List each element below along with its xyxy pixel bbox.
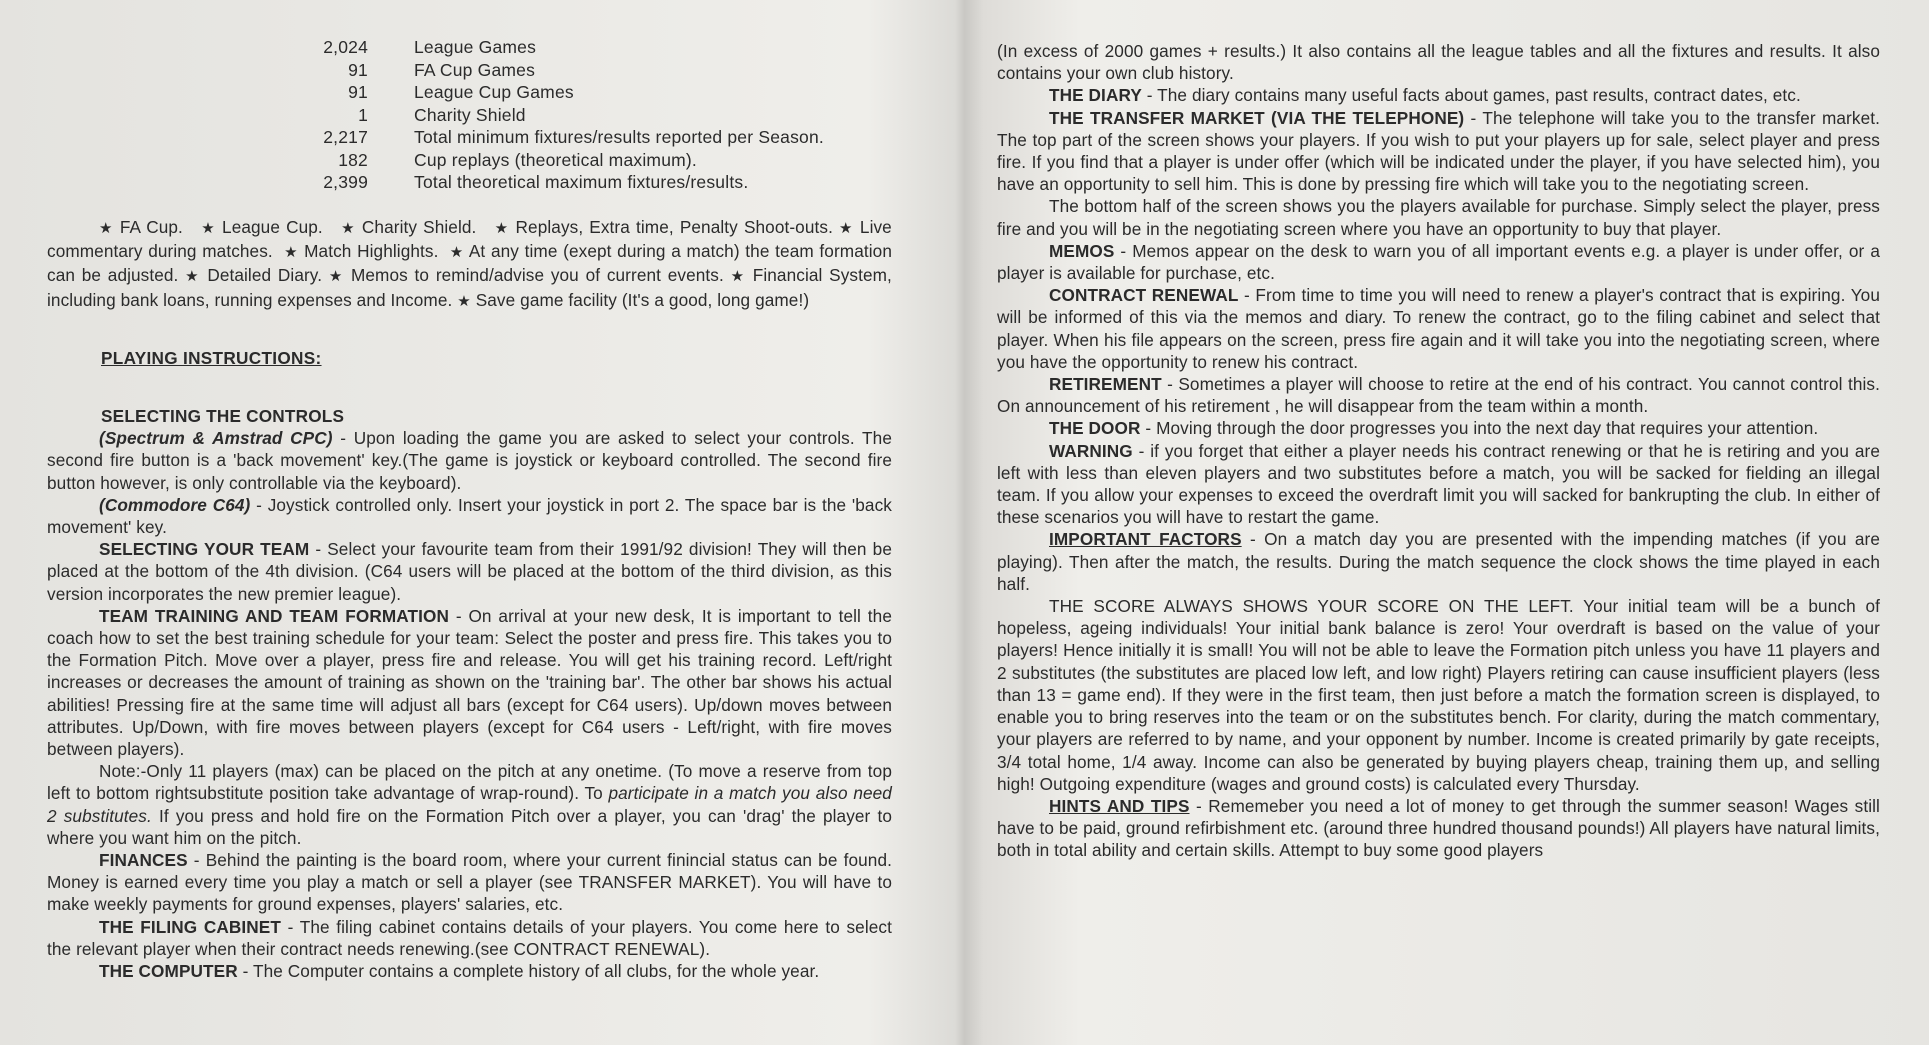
feature-item: League Cup.	[222, 217, 323, 237]
stat-label: FA Cup Games	[414, 59, 536, 80]
hints-text: - Rememeber you need a lot of money to get through the summer season! Wages still have to be paid, ground refirbishment etc. (around three hundred thousand pounds!) All players have natural limits, both in total ability and certain skills. Attempt to buy some good players	[997, 795, 1880, 861]
star-icon: ★	[201, 220, 216, 237]
filing-label: THE FILING CABINET	[99, 916, 281, 937]
stat-number: 2,217	[323, 127, 368, 147]
stat-label: Total minimum fixtures/results reported per Season.	[414, 127, 824, 147]
memos-label: MEMOS	[1049, 240, 1115, 261]
diary-paragraph	[997, 84, 1880, 106]
star-icon: ★	[185, 268, 201, 286]
feature-item: Detailed Diary.	[207, 265, 323, 286]
warning-text: - if you forget that either a player needs his contract renewing or that he is retiring and you are left with less than eleven players and two substitutes before a match, you will be sacked for fielding an illegal team. If you allow your expenses to exceed the overdraft limit you will sacked for bankrupting the club. In either of these scenarios you will have to restart the game.	[997, 440, 1880, 528]
stat-label: League Cup Games	[414, 82, 574, 102]
finances-label: FINANCES	[99, 850, 188, 871]
star-icon: ★	[839, 220, 854, 237]
hints-label: HINTS AND TIPS	[1049, 795, 1190, 816]
door-paragraph	[997, 417, 1880, 439]
spectrum-paragraph	[47, 427, 892, 494]
note-text-1: Note:-Only 11 players (max) can be placed on the pitch at any onetime. (To move a reserve from top left to bottom rightsubstitute position take advantage of wrap-round). To	[47, 761, 892, 804]
filing-paragraph	[47, 916, 892, 960]
warning-paragraph	[997, 440, 1880, 529]
computer-continued: (In excess of 2000 games + results.) It also contains all the league tables and all the fixtures and results. It also contains your own club history.	[997, 41, 1880, 84]
note-text-italic: participate in a match you also need 2 substitutes.	[47, 783, 892, 826]
team-paragraph	[47, 538, 892, 605]
star-icon: ★	[730, 268, 747, 286]
table-row	[300, 59, 824, 82]
c64-text: - Joystick controlled only. Insert your joystick in port 2. The space bar is the 'back movement' key.	[47, 494, 892, 538]
memos-paragraph	[997, 240, 1880, 284]
right-page	[965, 0, 1929, 1045]
stat-number: 2,399	[323, 172, 368, 192]
diary-label: THE DIARY	[1049, 85, 1142, 106]
stat-number: 2,024	[323, 37, 368, 57]
retirement-label: RETIREMENT	[1049, 374, 1162, 395]
score-paragraph: THE SCORE ALWAYS SHOWS YOUR SCORE ON THE LEFT. Your initial team will be a bunch of hopeless, ageing individuals! Your initial bank balance is zero! Your overdraft is based on the value of your players! Hence initially it is small! You will not be able to leave the Formation pitch unless you have 11 players and 2 substitutes (the substitutes are placed low left, and low right) Players retiring can cause insufficient players (less than 13 = game end). If they were in the first team, then just before a match the formation screen is displayed, to enable you to bring reserves into the team or on the substitutes bench. For clarity, during the match commentary, your players are referred to by name, and your opponent by number. Income is created primarily by gate receipts, 3/4 total home, 1/4 away. Income can also be generated by buying players cheap, training them up, and selling high! Outgoing expenditure (wages and ground costs) is calculated every Thursday.	[997, 596, 1880, 794]
contract-paragraph	[997, 284, 1880, 373]
computer-text: - The Computer contains a complete history of all clubs, for the whole year.	[242, 961, 820, 982]
table-row	[300, 171, 824, 194]
computer-paragraph	[47, 960, 892, 982]
right-column	[997, 40, 1880, 862]
transfer-label: THE TRANSFER MARKET (VIA THE TELEPHONE)	[1049, 107, 1465, 128]
retirement-paragraph	[997, 373, 1880, 417]
door-label: THE DOOR	[1049, 418, 1141, 439]
table-row	[300, 149, 824, 172]
table-row	[300, 104, 824, 127]
star-icon: ★	[449, 244, 465, 262]
feature-item: Memos to remind/advise you of current events.	[350, 265, 724, 286]
hints-paragraph	[997, 795, 1880, 862]
playing-instructions-heading: PLAYING INSTRUCTIONS:	[101, 347, 322, 368]
features-list	[47, 216, 892, 313]
stat-number: 91	[348, 59, 368, 80]
door-text: - Moving through the door progresses you into the next day that requires your attention.	[1145, 418, 1819, 439]
transfer-paragraph-2: The bottom half of the screen shows you the players available for purchase. Simply select the player, press fire and you will be in the negotiating screen where you have an opportunity to buy that player.	[997, 196, 1880, 239]
contract-text: - From time to time you will need to renew a player's contract that is expiring. You will be informed of this via the memos and diary. To renew the contract, go to the filing cabinet and select that player. When his file appears on the screen, press fire again and it will take you into the negotiating screen, where you have the opportunity to renew his contract.	[997, 285, 1880, 372]
retirement-text: - Sometimes a player will choose to retire at the end of his contract. You cannot control this. On announcement of his retirement , he will disappear from the team within a month.	[997, 374, 1880, 417]
stat-label: Cup replays (theoretical maximum).	[414, 149, 697, 170]
table-row	[300, 36, 824, 59]
c64-paragraph	[47, 494, 892, 538]
star-icon: ★	[457, 292, 471, 310]
spectrum-label: (Spectrum & Amstrad CPC)	[99, 428, 333, 449]
table-row	[300, 126, 824, 149]
star-icon: ★	[284, 244, 299, 262]
important-label: IMPORTANT FACTORS	[1049, 529, 1242, 550]
star-icon: ★	[99, 220, 114, 237]
memos-text: - Memos appear on the desk to warn you of all important events e.g. a player is under offer, or a player is available for purchase, etc.	[997, 240, 1880, 284]
feature-item: Match Highlights.	[304, 241, 439, 262]
important-text: - On a match day you are presented with the impending matches (if you are playing). Then after the match, the results. During the match sequence the clock shows the time played in each half.	[997, 529, 1880, 594]
stat-label: Total theoretical maximum fixtures/results.	[414, 172, 749, 192]
contract-label: CONTRACT RENEWAL	[1049, 285, 1239, 306]
transfer-text: - The telephone will take you to the transfer market. The top part of the screen shows your players. If you wish to put your players up for sale, select player and press fire. If you find that a player is under offer (which will be indicated under the player, if you have selected him), you have an opportunity to sell him. This is done by pressing fire which will take you to the negotiating screen.	[997, 107, 1880, 195]
diary-text: - The diary contains many useful facts about games, past results, contract dates, etc.	[1146, 85, 1801, 106]
feature-item: FA Cup.	[119, 217, 183, 237]
feature-item: Save game facility (It's a good, long game!)	[475, 289, 810, 310]
warning-label: WARNING	[1049, 440, 1133, 461]
star-icon: ★	[328, 268, 345, 286]
feature-item: Replays, Extra time, Penalty Shoot-outs.	[515, 217, 833, 237]
transfer-paragraph	[997, 107, 1880, 196]
finances-text: - Behind the painting is the board room, where your current finincial status can be found. Money is earned every time you play a match or sell a player (see TRANSFER MARKET). You will have to make weekly payments for ground expenses, players' salaries, etc.	[47, 850, 892, 915]
spectrum-text: - Upon loading the game you are asked to select your controls. The second fire button is a 'back movement' key.(The game is joystick or keyboard controlled. The second fire button however, is only controllable via the keyboard).	[47, 428, 892, 493]
note-text-2: If you press and hold fire on the Formation Pitch over a player, you can 'drag' the player to where you want him on the pitch.	[47, 805, 892, 848]
stat-label: Charity Shield	[414, 104, 526, 125]
selecting-controls-heading: SELECTING THE CONTROLS	[101, 406, 345, 427]
c64-label: (Commodore C64)	[99, 494, 251, 515]
feature-item: At any time (exept during a match) the team formation can be adjusted.	[47, 241, 892, 286]
important-paragraph	[997, 528, 1880, 595]
fixtures-table	[300, 36, 824, 194]
star-icon: ★	[494, 220, 510, 237]
note-paragraph	[47, 760, 892, 849]
computer-label: THE COMPUTER	[99, 961, 238, 982]
feature-item: Financial System, including bank loans, running expenses and Income.	[47, 265, 892, 310]
finances-paragraph	[47, 849, 892, 916]
team-label: SELECTING YOUR TEAM	[99, 539, 310, 560]
filing-text: - The filing cabinet contains details of your players. You come here to select the relevant player when their contract needs renewing.(see CONTRACT RENEWAL).	[47, 916, 892, 959]
stat-label: League Games	[414, 37, 537, 57]
feature-item: Charity Shield.	[361, 217, 477, 237]
training-text: - On arrival at your new desk, It is important to tell the coach how to set the best training schedule for your team: Select the poster and press fire. This takes you to the Formation Pitch. Move over a player, press fire and release. You will get his training record. Left/right increases or decreases the amount of training as shown on the 'training bar'. The other bar shows his actual abilities! Pressing fire at the same time will adjust all bars (except for C64 users). Up/down moves between attributes. Up/Down, with fire moves between players (except for C64 users - Left/right, with fire moves between players).	[47, 605, 892, 760]
table-row	[300, 81, 824, 104]
left-column	[47, 216, 892, 982]
training-label: TEAM TRAINING AND TEAM FORMATION	[99, 605, 449, 626]
training-paragraph	[47, 605, 892, 760]
stat-number: 182	[338, 149, 368, 170]
team-text: - Select your favourite team from their 1991/92 division! They will then be placed at the bottom of the 4th division. (C64 users will be placed at the bottom of the third division, as this version incorporates the new premier league).	[47, 539, 892, 604]
stat-number: 1	[358, 104, 368, 125]
feature-item: Live commentary during matches.	[47, 217, 892, 262]
star-icon: ★	[341, 220, 356, 237]
stat-number: 91	[348, 82, 368, 102]
